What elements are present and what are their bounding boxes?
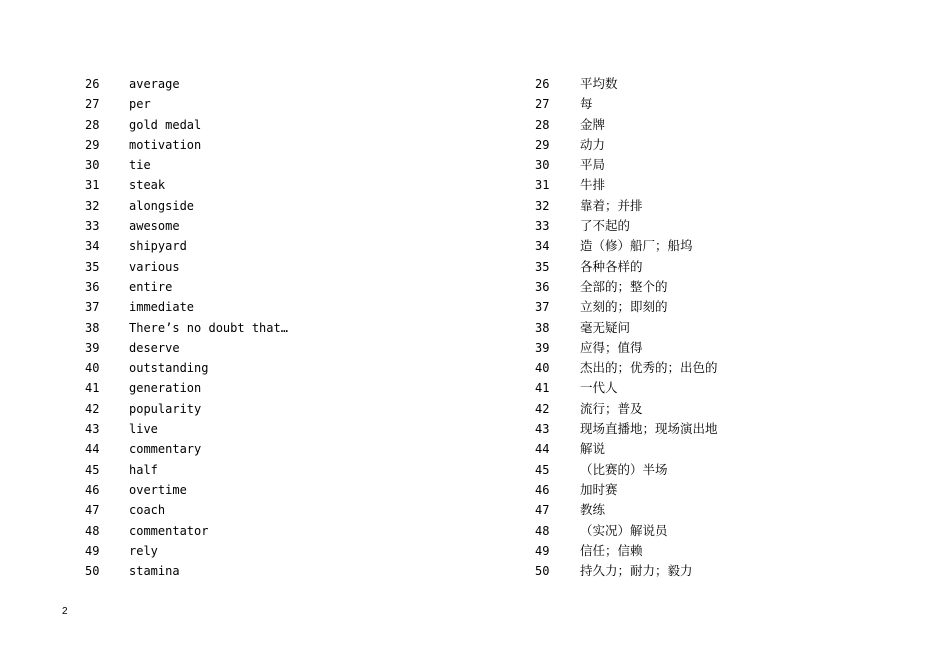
vocab-row xyxy=(85,500,465,520)
vocab-row xyxy=(85,155,465,175)
chinese-meaning: （实况）解说员 xyxy=(580,522,668,538)
meaning-row xyxy=(535,521,915,541)
english-word: awesome xyxy=(129,219,180,234)
entry-number: 27 xyxy=(85,97,100,112)
meaning-row xyxy=(535,399,915,419)
chinese-meaning: 平局 xyxy=(580,157,606,173)
english-word: commentary xyxy=(129,442,202,457)
entry-number: 31 xyxy=(85,178,100,193)
entry-number: 50 xyxy=(85,564,100,579)
entry-number: 44 xyxy=(85,442,100,457)
entry-number: 41 xyxy=(85,381,100,396)
entry-number: 42 xyxy=(85,401,100,416)
meaning-row xyxy=(535,74,915,94)
vocab-row xyxy=(85,257,465,277)
entry-number: 39 xyxy=(85,340,100,355)
meaning-row xyxy=(535,500,915,520)
entry-number: 36 xyxy=(85,279,100,294)
meaning-row xyxy=(535,196,915,216)
vocab-row xyxy=(85,378,465,398)
entry-number: 33 xyxy=(535,219,550,234)
entry-number: 32 xyxy=(535,198,550,213)
english-word: per xyxy=(129,97,151,112)
vocab-row xyxy=(85,399,465,419)
entry-number: 44 xyxy=(535,442,550,457)
chinese-meaning: 教练 xyxy=(580,502,606,518)
vocab-row xyxy=(85,216,465,236)
vocab-row xyxy=(85,175,465,195)
entry-number: 42 xyxy=(535,401,550,416)
vocab-row xyxy=(85,561,465,581)
meaning-row xyxy=(535,439,915,459)
chinese-meaning: 应得；值得 xyxy=(580,339,643,355)
meaning-row xyxy=(535,135,915,155)
entry-number: 48 xyxy=(85,523,100,538)
english-word: overtime xyxy=(129,482,187,497)
chinese-meaning: 造（修）船厂；船坞 xyxy=(580,238,693,254)
entry-number: 47 xyxy=(535,503,550,518)
english-word: outstanding xyxy=(129,361,209,376)
vocab-row xyxy=(85,338,465,358)
entry-number: 43 xyxy=(535,422,550,437)
entry-number: 40 xyxy=(535,361,550,376)
page-number: 2 xyxy=(62,606,68,617)
chinese-meaning: 立刻的；即刻的 xyxy=(580,299,668,315)
meaning-row xyxy=(535,480,915,500)
chinese-meaning: （比赛的）半场 xyxy=(580,461,668,477)
entry-number: 38 xyxy=(85,320,100,335)
vocab-row xyxy=(85,277,465,297)
entry-number: 26 xyxy=(535,77,550,91)
entry-number: 50 xyxy=(535,564,550,579)
entry-number: 32 xyxy=(85,198,100,213)
vocab-row xyxy=(85,297,465,317)
entry-number: 28 xyxy=(85,117,100,132)
english-word: various xyxy=(129,259,180,274)
chinese-meaning: 全部的；整个的 xyxy=(580,278,668,294)
chinese-meaning: 靠着；并排 xyxy=(580,197,643,213)
vocab-row xyxy=(85,74,465,94)
entry-number: 45 xyxy=(535,462,550,477)
entry-number: 34 xyxy=(535,239,550,254)
meaning-row xyxy=(535,175,915,195)
entry-number: 35 xyxy=(85,259,100,274)
entry-number: 49 xyxy=(535,543,550,558)
entry-number: 28 xyxy=(535,117,550,132)
entry-number: 39 xyxy=(535,340,550,355)
english-word: popularity xyxy=(129,401,202,416)
vocab-row xyxy=(85,439,465,459)
meaning-row xyxy=(535,378,915,398)
english-word: immediate xyxy=(129,300,195,315)
english-word: alongside xyxy=(129,198,195,213)
english-word: half xyxy=(129,462,158,477)
entry-number: 30 xyxy=(535,158,550,173)
entry-number: 29 xyxy=(535,137,550,152)
chinese-meaning: 加时赛 xyxy=(580,481,618,497)
entry-number: 47 xyxy=(85,503,100,518)
meaning-row xyxy=(535,257,915,277)
english-word: average xyxy=(129,77,180,91)
vocab-row xyxy=(85,480,465,500)
english-word: shipyard xyxy=(129,239,187,254)
entry-number: 37 xyxy=(535,300,550,315)
chinese-meaning: 金牌 xyxy=(580,116,606,132)
english-word: coach xyxy=(129,503,166,518)
chinese-meaning: 各种各样的 xyxy=(580,258,643,274)
english-word: generation xyxy=(129,381,202,396)
chinese-meaning: 现场直播地；现场演出地 xyxy=(580,421,718,437)
entry-number: 43 xyxy=(85,422,100,437)
meaning-row xyxy=(535,419,915,439)
entry-number: 45 xyxy=(85,462,100,477)
vocab-row xyxy=(85,460,465,480)
vocab-row xyxy=(85,358,465,378)
meaning-row xyxy=(535,115,915,135)
english-word-list xyxy=(85,74,465,581)
entry-number: 26 xyxy=(85,77,100,91)
entry-number: 38 xyxy=(535,320,550,335)
entry-number: 37 xyxy=(85,300,100,315)
vocab-row xyxy=(85,419,465,439)
meaning-row xyxy=(535,358,915,378)
english-word: There’s no doubt that… xyxy=(129,320,288,335)
entry-number: 46 xyxy=(85,482,100,497)
chinese-meaning: 牛排 xyxy=(580,177,606,193)
english-word: stamina xyxy=(129,564,180,579)
entry-number: 29 xyxy=(85,137,100,152)
chinese-meaning: 持久力；耐力；毅力 xyxy=(580,563,693,579)
vocab-row xyxy=(85,521,465,541)
chinese-meaning-list xyxy=(535,74,915,581)
chinese-meaning: 解说 xyxy=(580,441,606,457)
english-word: rely xyxy=(129,543,158,558)
meaning-row xyxy=(535,297,915,317)
chinese-meaning: 动力 xyxy=(580,136,606,152)
entry-number: 40 xyxy=(85,361,100,376)
entry-number: 46 xyxy=(535,482,550,497)
chinese-meaning: 信任；信赖 xyxy=(580,542,643,558)
chinese-meaning: 平均数 xyxy=(580,76,618,91)
entry-number: 41 xyxy=(535,381,550,396)
meaning-row xyxy=(535,318,915,338)
english-word: entire xyxy=(129,279,173,294)
vocab-row xyxy=(85,196,465,216)
entry-number: 36 xyxy=(535,279,550,294)
chinese-meaning: 毫无疑问 xyxy=(580,319,631,335)
meaning-row xyxy=(535,216,915,236)
english-word: tie xyxy=(129,158,151,173)
meaning-row xyxy=(535,94,915,114)
chinese-meaning: 流行；普及 xyxy=(580,400,643,416)
vocab-row xyxy=(85,541,465,561)
meaning-row xyxy=(535,338,915,358)
vocab-row xyxy=(85,94,465,114)
entry-number: 30 xyxy=(85,158,100,173)
entry-number: 31 xyxy=(535,178,550,193)
meaning-row xyxy=(535,561,915,581)
entry-number: 33 xyxy=(85,219,100,234)
english-word: deserve xyxy=(129,340,180,355)
english-word: commentator xyxy=(129,523,209,538)
meaning-row xyxy=(535,277,915,297)
chinese-meaning: 一代人 xyxy=(580,380,618,396)
meaning-row xyxy=(535,236,915,256)
meaning-row xyxy=(535,155,915,175)
meaning-row xyxy=(535,460,915,480)
chinese-meaning: 杰出的；优秀的；出色的 xyxy=(580,360,718,376)
vocab-row xyxy=(85,318,465,338)
vocab-row xyxy=(85,236,465,256)
entry-number: 27 xyxy=(535,97,550,112)
meaning-row xyxy=(535,541,915,561)
entry-number: 48 xyxy=(535,523,550,538)
vocab-row xyxy=(85,135,465,155)
entry-number: 34 xyxy=(85,239,100,254)
chinese-meaning: 了不起的 xyxy=(580,218,631,234)
english-word: live xyxy=(129,422,158,437)
vocab-row xyxy=(85,115,465,135)
chinese-meaning: 每 xyxy=(580,96,593,112)
english-word: motivation xyxy=(129,137,202,152)
entry-number: 49 xyxy=(85,543,100,558)
english-word: gold medal xyxy=(129,117,202,132)
entry-number: 35 xyxy=(535,259,550,274)
english-word: steak xyxy=(129,178,166,193)
